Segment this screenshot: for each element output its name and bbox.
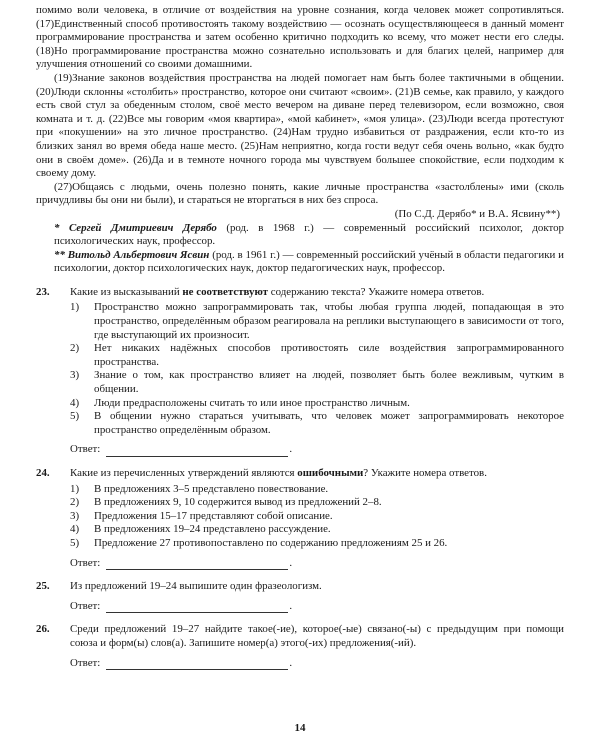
task-number: 25. [36,580,50,593]
answer-end-dot: . [289,599,293,612]
option-number: 4) [70,396,80,409]
answer-row [70,443,564,457]
footnote-2-name: ** Витольд Альбертович Ясвин [54,248,210,261]
answer-end-dot: . [289,556,293,569]
task-number: 26. [36,623,50,636]
text-source: (По С.Д. Дерябо* и В.А. Ясвину**) [394,207,560,220]
option-text: Пространство можно запрограммировать так, чтобы любая группа людей, попадающая в это пространство, определённым образом реагировала на реплики выступающего в зависимости от того, где выступающий их произносит. [94,301,564,341]
text-paragraph-2: (19)Знание законов воздействия пространства на людей помогает нам быть более тактичными в общении. (20)Люди склонны «столбить» пространство, которое они считают «своим». (21)В семье, как правило, у каждого есть свой стул за обеденным столом, своё место вечером на диване перед телевизором, если возможно, своя комната и т. д. (22)Все мы говорим «моя квартира», «мой кабинет», «моя улица». (23)Люди всегда протестуют при «покушении» на это личное пространство. (24)Нам трудно избавиться от раздражения, если кто-то из близких занял во время обеда наше место. (25)Нам неприятно, когда гости ведут себя очень вольно, «как будто они в своём доме». (26)Да и в темноте ночного города мы чувствуем большее спокойствие, если подходим к своему дому. [36,71,564,180]
task-question [70,286,564,300]
question-text: Какие из высказываний [70,285,183,298]
answer-input-line[interactable] [106,559,288,570]
page-number: 14 [294,722,306,735]
option-number: 3) [70,369,80,382]
option-text: В предложениях 19–24 представлено рассуждение. [94,523,331,536]
option-item [70,301,564,342]
task-24 [36,467,564,570]
task-23 [36,286,564,457]
option-item [70,496,564,510]
option-text: В общении нужно стараться учитывать, что человек может запрограммировать некоторое пространство определённым образом. [94,410,564,436]
option-text: Предложение 27 противопоставлено по содержанию предложениям 25 и 26. [94,536,448,549]
task-question [70,467,564,481]
question-text-end: содержанию текста? Укажите номера ответов. [268,285,485,298]
option-item [70,397,564,411]
answer-input-line[interactable] [106,659,288,670]
footnote-2 [36,249,564,276]
option-item [70,342,564,369]
footnote-1-name: * Сергей Дмитриевич Дерябо [54,221,217,234]
option-item [70,369,564,396]
option-item [70,537,564,551]
option-text: Люди предрасположены считать то или иное пространство личным. [94,396,410,409]
answer-input-line[interactable] [106,446,288,457]
question-emphasis: ошибочными [297,467,364,479]
footnote-2-text: (род. в 1961 г.) — современный российский учёный в области педагогики и психологии, доктор психологических наук, доктор педагогических наук, профессор. [54,248,564,275]
text-paragraph-1: помимо воли человека, в отличие от воздействия на уровне сознания, когда человек может сопротивляться. (17)Единственный способ противостоять такому воздействию — осознать осуществляющееся в данный момент программирование пространства и затем особенно критично подходить ко всему, что может нести его следы. (18)Но программирование пространства можно сознательно использовать и для благих целей, например для улучшения отношений со своими домашними. [36,4,564,71]
option-text: Предложения 15–17 представляют собой описание. [94,509,333,522]
answer-end-dot: . [289,656,293,669]
footnote-1-text: (род. в 1968 г.) — современный российский психолог, доктор психологических наук, профессор. [54,221,565,248]
option-number: 2) [70,342,80,355]
task-26 [36,623,564,670]
task-25 [36,580,564,613]
answer-label: Ответ: [70,556,101,569]
option-text: В предложениях 3–5 представлено повествование. [94,482,329,495]
task-question: Среди предложений 19–27 найдите такое(-ие), которое(-ые) связано(-ы) с предыдущим при помощи союза и форм(ы) слов(а). Запишите номер(а) этого(-их) предложения(-ий). [70,623,564,649]
question-text: Какие из перечисленных утверждений являются [70,467,298,479]
task-question: Из предложений 19–24 выпишите один фразеологизм. [70,580,322,593]
text-paragraph-3: (27)Общаясь с людьми, очень полезно понять, какие личные пространства «застолблены» ими (сколь причудливы бы они ни были), и стараться не вторгаться в них без спроса. [36,180,564,207]
answer-label: Ответ: [70,599,101,612]
option-number: 5) [70,410,80,423]
option-number: 2) [70,496,80,509]
answer-row [70,657,564,671]
task-number: 23. [36,285,50,298]
option-item [70,510,564,524]
option-list [70,483,564,551]
answer-row [70,557,564,571]
question-text-end: ? Укажите номера ответов. [363,467,487,479]
option-item [70,410,564,437]
option-text: Нет никаких надёжных способов противостоять силе воздействия запрограммированного пространства. [94,342,564,368]
answer-input-line[interactable] [106,602,288,613]
answer-row [70,600,564,614]
option-number: 1) [70,482,80,495]
question-emphasis: не соответствуют [182,285,269,298]
option-number: 3) [70,509,80,522]
option-text: В предложениях 9, 10 содержится вывод из предложений 2–8. [94,496,382,509]
footnote-1 [36,222,564,249]
option-number: 1) [70,301,80,314]
answer-label: Ответ: [70,656,101,669]
answer-label: Ответ: [70,443,101,456]
option-text: Знание о том, как пространство влияет на людей, позволяет быть более вежливым, чутким в общении. [94,369,564,396]
option-number: 4) [70,523,80,536]
option-item [70,483,564,497]
option-item [70,523,564,537]
answer-end-dot: . [289,443,293,456]
option-list [70,301,564,437]
option-number: 5) [70,536,80,549]
task-number: 24. [36,467,50,479]
